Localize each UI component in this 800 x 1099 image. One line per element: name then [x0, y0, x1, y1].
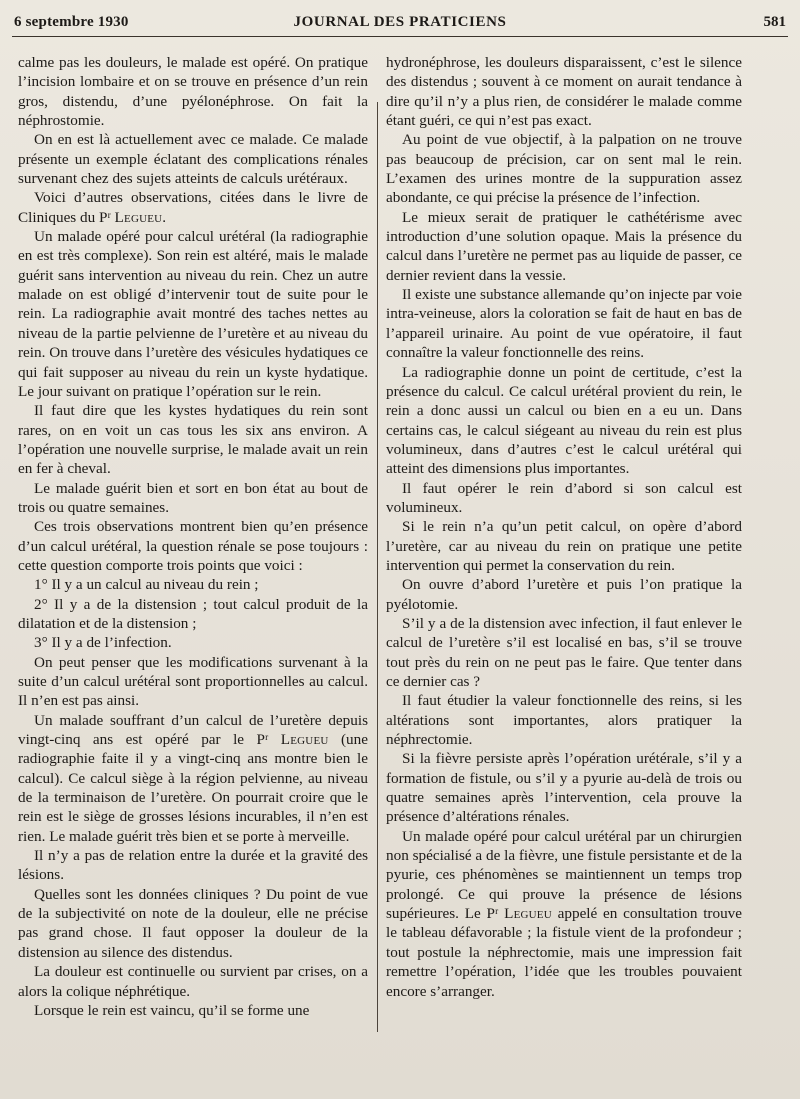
paragraph: Si le rein n’a qu’un petit calcul, on opère d’abord l’uretère, car au niveau du rein on pratique une petite intervention qui permet la conservation du rein. [386, 518, 742, 574]
header-date: 6 septembre 1930 [14, 14, 129, 30]
paragraph: La radiographie donne un point de certitude, c’est la présence du calcul. Ce calcul urétéral provient du rein, le rein a donc aussi un calcul ou bien en a eu un. Dans certains cas, le calcul siégeant au niveau du rein est plus volumineux, dans d’autres c’est le calcul urétéral qui atteint des dimensions plus importantes. [386, 363, 742, 478]
paragraph: On en est là actuellement avec ce malade. Ce malade présente un exemple éclatant des complications rénales survenant chez des sujets atteints de calculs urétéraux. [18, 131, 368, 188]
paragraph: La douleur est continuelle ou survient par crises, on a alors la colique néphrétique. [18, 963, 368, 1000]
paragraph [18, 188, 368, 227]
paragraph-text: appelé en consultation trouve le tableau défavorable ; la fistule vient de la profondeur ; tout postule la néphrectomie, mais une impression fait remettre l’opération, l’idée que les troubles pouvaient encore s’arranger. [386, 905, 743, 1000]
paragraph: hydronéphrose, les douleurs disparaissent, c’est le silence des distendus ; souvent à ce moment on aurait tendance à dire qu’il n’y a plus rien, de considérer le malade comme étant guéri, ce qui n’est pas exact. [386, 54, 742, 130]
paragraph: Il existe une substance allemande qu’on injecte par voie intra-veineuse, alors la coloration se fait de haut en bas de l’appareil urinaire. Au point de vue opératoire, il faut connaître la valeur fonctionnelle des reins. [386, 286, 742, 362]
journal-title: JOURNAL DES PRATICIENS [293, 14, 507, 30]
paragraph: S’il y a de la distension avec infection, il faut enlever le calcul de l’uretère s’il est localisé en bas, s’il se trouve tout près du rein on ne peut pas le faire. Que tenter dans ce dernier cas ? [386, 614, 742, 690]
left-column [18, 53, 368, 1084]
header-rule [12, 36, 788, 37]
paragraph: Au point de vue objectif, à la palpation on ne trouve pas beaucoup de précision, car on sent mal le rein. L’examen des urines montre de la suppuration assez abondante, ce qui précise la présence de l’infection. [386, 131, 742, 207]
author-period: . [162, 208, 167, 226]
paragraph-text: Un malade souffrant d’un calcul de l’uretère depuis vingt-cinq ans est opéré par le Pʳ [18, 711, 368, 749]
page-number: 581 [763, 14, 786, 30]
paragraph: Il faut étudier la valeur fonctionnelle des reins, si les altérations sont importantes, alors pratiquer la néphrectomie. [386, 692, 742, 749]
paragraph [18, 711, 368, 846]
page-header [0, 0, 800, 44]
list-item: 3° Il y a de l’infection. [34, 634, 172, 652]
paragraph-text: Un malade opéré pour calcul urétéral par un chirurgien non spécialisé a de la fièvre, une fistule persistante et de la pyurie, ces phénomènes se maintiennent un temps trop prolongé. Ce qui prouve la présence de lésions supérieures. Le Pʳ [386, 827, 742, 923]
paragraph: calme pas les douleurs, le malade est opéré. On pratique l’incision lombaire et on se trouve en présence d’un rein gros, distendu, d’une pyélonéphrose. On fait la néphrostomie. [18, 54, 368, 130]
paragraph: Il n’y a pas de relation entre la durée et la gravité des lésions. [18, 847, 368, 884]
paragraph: Il faut dire que les kystes hydatiques du rein sont rares, on en voit un cas tous les six ans environ. A l’opération une nouvelle surprise, le malade avait un rein en fer à cheval. [18, 402, 368, 478]
paragraph: Si la fièvre persiste après l’opération urétérale, s’il y a formation de fistule, ou s’il y a pyurie au-delà de trois ou quatre semaines après l’intervention, cela prouve la présence d’altérations rénales. [386, 750, 742, 826]
paragraph: Lorsque le rein est vaincu, qu’il se forme une [34, 1001, 310, 1019]
author-name: Legueu [280, 731, 329, 749]
author-name: Legueu [114, 208, 163, 226]
paragraph [386, 827, 742, 1001]
paragraph: Un malade opéré pour calcul urétéral (la radiographie en est très complexe). Son rein est altéré, mais le malade guérit sans intervention au niveau du rein. Chez un autre malade on est obligé d’intervenir tout de suite pour le rein. La radiographie avait montré des taches nettes au niveau de la partie pelvienne de l’uretère et au niveau du rein. On trouve dans l’uretère des vésicules hydatiques ce qui fait supposer au niveau du rein un kyste hydatique. Le jour suivant on pratique l’opération sur le rein. [18, 228, 368, 400]
paragraph: On ouvre d’abord l’uretère et puis l’on pratique la pyélotomie. [386, 576, 742, 613]
paragraph: Ces trois observations montrent bien qu’en présence d’un calcul urétéral, la question rénale se pose toujours : cette question comporte trois points que voici : [18, 518, 368, 574]
list-item: 2° Il y a de la distension ; tout calcul produit de la dilatation et de la distension ; [18, 595, 368, 632]
paragraph: Le malade guérit bien et sort en bon état au bout de trois ou quatre semaines. [18, 479, 368, 516]
right-column [386, 53, 742, 1084]
paragraph: On peut penser que les modifications survenant à la suite d’un calcul urétéral sont proportionnelles au calcul. Il n’en est pas ainsi. [18, 653, 368, 710]
article-body [0, 44, 800, 1084]
paragraph: Le mieux serait de pratiquer le cathétérisme avec introduction d’une solution opaque. Mais la présence du calcul dans l’uretère ne permet pas au liquide de passer, ce dernier revient dans la vessie. [386, 208, 742, 284]
column-divider [377, 102, 378, 1032]
author-name: Legueu [504, 905, 552, 923]
paragraph-text: (une radiographie faite il y a vingt-cinq ans montre bien le calcul). Ce calcul siège à la région pelvienne, au niveau de la terminaison de l’uretère. On pourrait croire que le rein est le siège de grosses lésions incurables, il n’en est rien. Le malade guérit très bien et se porte à merveille. [18, 731, 368, 845]
list-item: 1° Il y a un calcul au niveau du rein ; [34, 576, 259, 594]
paragraph: Il faut opérer le rein d’abord si son calcul est volumineux. [386, 479, 742, 516]
paragraph: Quelles sont les données cliniques ? Du point de vue de la subjectivité on note de la douleur, elle ne précise pas grand chose. Il faut opposer la douleur de la distension au silence des distendus. [18, 885, 368, 961]
paragraph-text: Voici d’autres observations, citées dans le livre de Cliniques du Pʳ [18, 189, 368, 226]
